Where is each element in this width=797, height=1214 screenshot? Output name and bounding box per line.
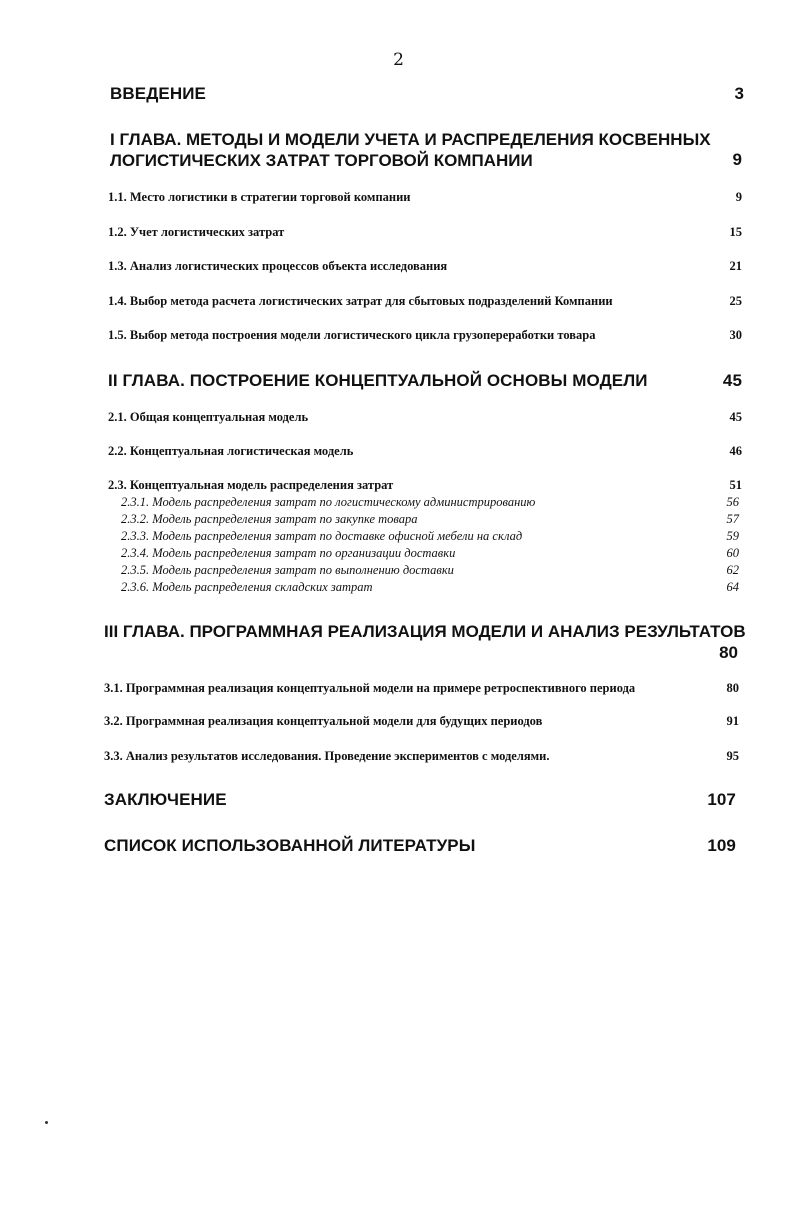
toc-page: 45 [722,371,742,390]
toc-page: 109 [707,836,736,855]
toc-title: 2.3. Концептуальная модель распределения затрат [108,478,394,492]
chapter1-title-line2: ЛОГИСТИЧЕСКИХ ЗАТРАТ ТОРГОВОЙ КОМПАНИИ [110,151,533,170]
toc-page: 91 [726,714,739,728]
toc-entry-1-2 [108,225,742,240]
toc-entry-1-3 [108,259,742,274]
toc-entry-references [104,836,736,856]
toc-entry-2-2 [108,444,742,459]
toc-entry-2-3-2 [121,512,739,527]
toc-entry-1-1 [108,190,742,205]
toc-entry-3-1 [104,681,739,696]
scan-speck [45,1121,48,1124]
chapter1-title-line1: I ГЛАВА. МЕТОДЫ И МОДЕЛИ УЧЕТА И РАСПРЕДЕЛЕНИЯ КОСВЕННЫХ [110,130,711,149]
toc-entry-1-4 [108,294,742,309]
toc-page: 45 [729,410,742,424]
toc-page: 59 [726,529,739,543]
toc-title: 2.1. Общая концептуальная модель [108,410,309,424]
toc-page: 60 [726,546,739,560]
toc-entry-2-3-5 [121,563,739,578]
toc-page: 30 [729,328,742,342]
toc-title: 1.1. Место логистики в стратегии торговой компании [108,190,411,204]
toc-title: 2.3.4. Модель распределения затрат по организации доставки [121,546,456,560]
toc-entry-conclusion [104,790,736,810]
toc-title: 3.2. Программная реализация концептуальной модели для будущих периодов [104,714,543,728]
toc-entry-2-3-4 [121,546,739,561]
page-number: 2 [393,50,404,70]
toc-title: СПИСОК ИСПОЛЬЗОВАННОЙ ЛИТЕРАТУРЫ [104,836,476,855]
toc-page: 3 [734,84,744,103]
toc-page: 46 [729,444,742,458]
toc-entry-intro [110,84,744,104]
toc-title: ЗАКЛЮЧЕНИЕ [104,790,227,809]
toc-page: 25 [729,294,742,308]
chapter1-page: 9 [732,150,742,169]
toc-title: 1.3. Анализ логистических процессов объекта исследования [108,259,448,273]
toc-title: II ГЛАВА. ПОСТРОЕНИЕ КОНЦЕПТУАЛЬНОЙ ОСНОВЫ МОДЕЛИ [108,371,648,390]
toc-title: 2.2. Концептуальная логистическая модель [108,444,354,458]
toc-title: 3.3. Анализ результатов исследования. Проведение экспериментов с моделями. [104,749,550,763]
toc-title: ВВЕДЕНИЕ [110,84,206,103]
toc-title: 2.3.6. Модель распределения складских затрат [121,580,373,594]
toc-entry-chapter2 [108,371,742,391]
toc-entry-2-3-6 [121,580,739,595]
toc-entry-2-1 [108,410,742,425]
toc-entry-2-3-1 [121,495,739,510]
chapter3-title: III ГЛАВА. ПРОГРАММНАЯ РЕАЛИЗАЦИЯ МОДЕЛИ И АНАЛИЗ РЕЗУЛЬТАТОВ [104,622,746,641]
toc-page: 64 [726,580,739,594]
toc-title: 1.5. Выбор метода построения модели логистического цикла грузопереработки товара [108,328,596,342]
toc-title: 2.3.3. Модель распределения затрат по доставке офисной мебели на склад [121,529,523,543]
toc-page: 56 [726,495,739,509]
toc-title: 2.3.1. Модель распределения затрат по логистическому администрированию [121,495,536,509]
toc-entry-3-2 [104,714,739,729]
toc-page: 9 [735,190,742,204]
toc-page: 80 [726,681,739,695]
toc-page: 95 [726,749,739,763]
toc-entry-3-3 [104,749,739,764]
toc-title: 2.3.5. Модель распределения затрат по выполнению доставки [121,563,454,577]
toc-entry-1-5 [108,328,742,343]
toc-page: 51 [729,478,742,492]
toc-title: 1.4. Выбор метода расчета логистических затрат для сбытовых подразделений Компании [108,294,613,308]
toc-page: 21 [729,259,742,273]
chapter3-page: 80 [719,643,738,662]
toc-page: 57 [726,512,739,526]
toc-entry-2-3 [108,478,742,493]
toc-title: 3.1. Программная реализация концептуальной модели на примере ретроспективного периода [104,681,636,695]
toc-title: 1.2. Учет логистических затрат [108,225,285,239]
toc-page: 107 [707,790,736,809]
toc-entry-2-3-3 [121,529,739,544]
toc-page: 15 [729,225,742,239]
toc-title: 2.3.2. Модель распределения затрат по закупке товара [121,512,418,526]
toc-page: 62 [726,563,739,577]
